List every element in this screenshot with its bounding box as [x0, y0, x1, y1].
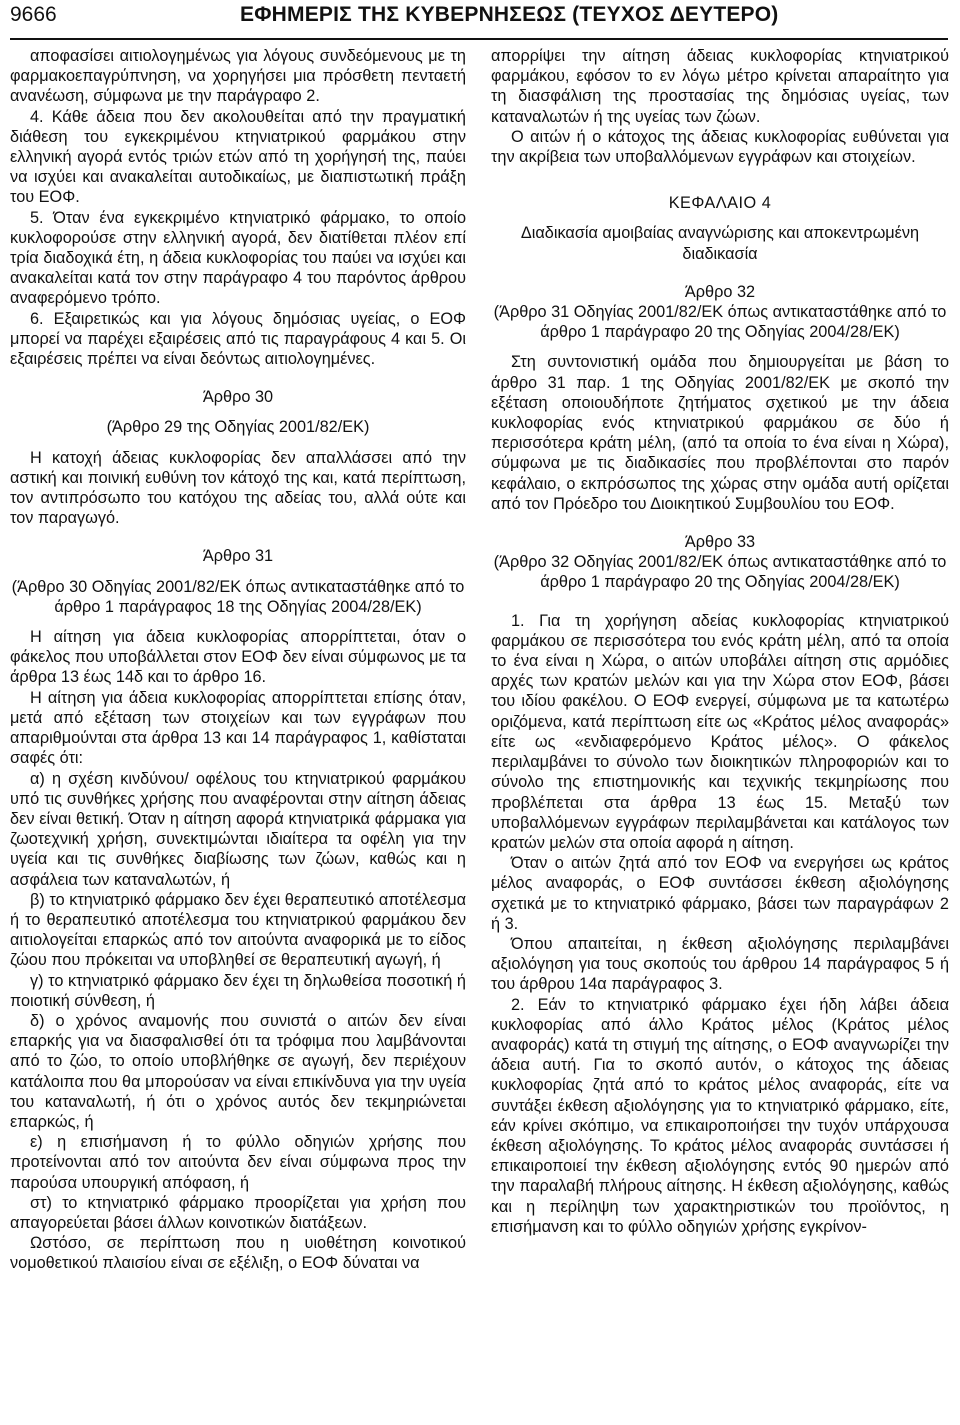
article-31-source: (Άρθρο 30 Οδηγίας 2001/82/ΕΚ όπως αντικαταστάθηκε από το άρθρο 1 παράγραφος 18 της Οδηγίας 2004/28/ΕΚ): [11, 577, 465, 616]
article-33-title: Άρθρο 33: [684, 533, 756, 552]
paragraph-5: 5. Όταν ένα εγκεκριμένο κτηνιατρικό φάρμακο, το οποίο κυκλοφορούσε στην ελληνική αγορά, δεν διατίθεται πλέον επί τρία διαδοχικά έτη, η άδεια κυκλοφορίας του παύει να ισχύει και ανακαλείται κατά τον στην παράγραφο 4 του παρόντος άρθρου αναφερόμενο τρόπο.: [10, 208, 466, 308]
article-31-item-e: ε) η επισήμανση ή το φύλλο οδηγιών χρήσης που προτείνονται από τον αιτούντα δεν είναι σύμφωνα προς την παρούσα υπουργική απόφαση, ή: [10, 1133, 466, 1192]
article-31-text-3: Ωστόσο, σε περίπτωση που η υιοθέτηση κοινοτικού νομοθετικού πλαισίου είναι σε εξέλιξη, ο ΕΟΦ δύναται να: [10, 1234, 466, 1273]
article-31-item-f: στ) το κτηνιατρικό φάρμακο προορίζεται για χρήση που απαγορεύεται βάσει άλλων κοινοτικών διατάξεων.: [10, 1193, 466, 1232]
article-30-title: Άρθρο 30: [202, 388, 274, 407]
article-33-text-3: Όπου απαιτείται, η έκθεση αξιολόγησης περιλαμβάνει αξιολόγηση για τους σκοπούς του άρθρου 14 παράγραφος 5 ή του άρθρου 14α παράγραφος 3.: [491, 934, 949, 994]
right-column: [491, 46, 949, 1237]
article-32-title: Άρθρο 32: [684, 282, 756, 301]
article-33-text-2: Όταν ο αιτών ζητά από τον ΕΟΦ να ενεργήσει ως κράτος μέλος αναφοράς, ο ΕΟΦ συντάσσει έκθεση αξιολόγησης σχετικά με το κτηνιατρικό φάρμακο, βάσει των παραγράφων 2 ή 3.: [491, 854, 949, 933]
article-31-item-c: γ) το κτηνιατρικό φάρμακο δεν έχει τη δηλωθείσα ποσοτική ή ποιοτική σύνθεση, ή: [10, 971, 466, 1010]
article-33-text-4: 2. Εάν το κτηνιατρικό φάρμακο έχει ήδη λάβει άδεια κυκλοφορίας από άλλο Κράτος μέλος (Κράτος μέλος αναφοράς) κατά τη στιγμή της αίτησης, ο ΕΟΦ αναγνωρίζει την άδεια αυτή. Για το σκοπό αυτόν, ο κάτοχος της άδειας κυκλοφορίας ζητά από το κράτος μέλος αναφοράς, είτε να συντάξει έκθεση αξιολόγησης για το κτηνιατρικό φάρμακο, είτε, εάν κρίνει σκόπιμο, να επικαιροποιήσει την τυχόν υπάρχουσα έκθεση αξιολόγησης. Το κράτος μέλος αναφοράς συντάσσει ή επικαιροποιεί την έκθεση αξιολόγησης εντός 90 ημερών από την παραλαβή πλήρους αίτησης. Η έκθεση αξιολόγησης, καθώς και η περίληψη των χαρακτηριστικών του προϊόντος, η επισήμανση και το φύλλο οδηγιών χρήσης εγκρίνον-: [491, 995, 949, 1236]
article-31-text-2: Η αίτηση για άδεια κυκλοφορίας απορρίπτεται επίσης όταν, μετά από εξέταση των στοιχείων και των εγγράφων που απαριθμούνται στα άρθρα 13 και 14 παράγραφος 1, καθίσταται σαφές ότι:: [10, 688, 466, 768]
gazette-title: ΕΦΗΜΕΡΙΣ ΤΗΣ ΚΥΒΕΡΝΗΣΕΩΣ (ΤΕΥΧΟΣ ΔΕΥΤΕΡΟ): [240, 3, 779, 26]
article-31-text-1: Η αίτηση για άδεια κυκλοφορίας απορρίπτεται, όταν ο φάκελος που υποβάλλεται στον ΕΟΦ δεν είναι σύμφωνος με τα άρθρα 13 έως 14δ και το άρθρο 16.: [10, 628, 466, 687]
article-31-item-d: δ) ο χρόνος αναμονής που συνιστά ο αιτών δεν είναι επαρκής για να διασφαλισθεί ότι τα τρόφιμα που λαμβάνονται από το ζώο, το οποίο υποβλήθηκε σε αγωγή, δεν περιέχουν κατάλοιπα που θα μπορούσαν να είναι επικίνδυνα για την υγεία του καταναλωτή, ή ότι ο χρόνος αυτός δεν τεκμηριώνεται επαρκώς, ή: [10, 1011, 466, 1131]
article-32-source: (Άρθρο 31 Οδηγίας 2001/82/ΕΚ όπως αντικαταστάθηκε από το άρθρο 1 παράγραφο 20 της Οδηγίας 2004/28/ΕΚ): [493, 303, 947, 342]
chapter-subtitle: Διαδικασία αμοιβαίας αναγνώρισης και αποκεντρωμένη διαδικασία: [520, 224, 920, 263]
paragraph-4: 4. Κάθε άδεια που δεν ακολουθείται από την πραγματική διάθεση του εγκεκριμένου κτηνιατρικού φαρμάκου στην ελληνική αγορά εντός τριών ετών από τη χορήγησή της, παύει να ισχύει και ανακαλείται αυτοδικαίως, με διαπιστωτική πράξη του ΕΟΦ.: [10, 107, 466, 207]
chapter-title: ΚΕΦΑΛΑΙΟ 4: [668, 194, 772, 213]
article-33-text-1: 1. Για τη χορήγηση αδείας κυκλοφορίας κτηνιατρικού φαρμάκου σε περισσότερα του ενός κράτη μέλη, από τα οποία το ένα είναι η Χώρα, ο αιτών υποβάλει αίτηση στις αρμόδιες αρχές των κρατών μελών και για την Χώρα στον ΕΟΦ, βάσει του ιδίου φακέλου. Ο ΕΟΦ ενεργεί, σύμφωνα με τα κατωτέρω οριζόμενα, κατά περίπτωση είτε ως «Κράτος μέλος αναφοράς» είτε ως «ενδιαφερόμενο Κράτος μέλος». Ο φάκελος περιλαμβάνει το σύνολο των διοικητικών πληροφοριών και το σύνολο της επιστημονικής και τεχνικής τεκμηρίωσης που προβλέπεται στα άρθρα 13 έως 15. Μεταξύ των υποβαλλόμενων εγγράφων περιλαμβάνεται και κατάλογος των κρατών μελών στα οποία αφορά η αίτηση.: [491, 611, 949, 852]
article-32-text: Στη συντονιστική ομάδα που δημιουργείται με βάση το άρθρο 31 παρ. 1 της Οδηγίας 2001/82/ΕΚ με σκοπό την εξέταση οποιουδήποτε ζητήματος σχετικού με την άδεια κυκλοφορίας ενός κτηνιατρικού φαρμάκου σε δύο ή περισσότερα κράτη μέλη, (από τα οποία το ένα είναι η Χώρα), σύμφωνα με τις διαδικασίες που προβλέπονται στο παρόν κεφάλαιο, ο εκπρόσωπος της χώρας στην ομάδα αυτή ορίζεται από τον Πρόεδρο του Διοικητικού Συμβουλίου του ΕΟΦ.: [491, 353, 949, 513]
paragraph-continued: απορρίψει την αίτηση άδειας κυκλοφορίας κτηνιατρικού φαρμάκου, εφόσον το εν λόγω μέτρο κρίνεται απαραίτητο για τη διασφάλιση της προστασίας της δημόσιας υγείας, των καταναλωτών ή της υγείας των ζώων.: [491, 47, 949, 126]
page-number: 9666: [10, 3, 57, 26]
article-30-source: (Άρθρο 29 της Οδηγίας 2001/82/ΕΚ): [106, 418, 370, 437]
article-33-source: (Άρθρο 32 Οδηγίας 2001/82/ΕΚ όπως αντικαταστάθηκε από το άρθρο 1 παράγραφο 20 της Οδηγίας 2004/28/ΕΚ): [493, 553, 947, 592]
left-column: [10, 46, 466, 1274]
page-header: [10, 0, 948, 40]
article-31-item-a: α) η σχέση κινδύνου/ οφέλους του κτηνιατρικού φαρμάκου υπό τις συνθήκες χρήσης που αναφέρονται στην αίτηση άδειας δεν είναι θετική. Όταν η αίτηση αφορά κτηνιατρικά φάρμακα για ζωοτεχνική χρήση, συνεκτιμώνται ιδιαίτερα τα οφέλη για την υγεία και τις συνθήκες διαβίωσης των ζώων, καθώς και η ασφάλεια των καταναλωτών, ή: [10, 769, 466, 889]
paragraph: Ο αιτών ή ο κάτοχος της άδειας κυκλοφορίας ευθύνεται για την ακρίβεια των υποβαλλόμενων εγγράφων και στοιχείων.: [491, 127, 949, 167]
paragraph: αποφασίσει αιτιολογημένως για λόγους συνδεόμενους με τη φαρμακοεπαγρύπνηση, να χορηγήσει μια πρόσθετη πενταετή ανανέωση, σύμφωνα με την παράγραφο 2.: [10, 47, 466, 106]
article-31-item-b: β) το κτηνιατρικό φάρμακο δεν έχει θεραπευτικό αποτέλεσμα ή το θεραπευτικό αποτέλεσμα του κτηνιατρικού φαρμάκου δεν αιτιολογείται επαρκώς από τον αιτούντα αναφορικά με το είδος ζώου που πρόκειται να υποβληθεί σε θεραπευτική αγωγή, ή: [10, 890, 466, 970]
article-30-text: Η κατοχή άδειας κυκλοφορίας δεν απαλλάσσει από την αστική και ποινική ευθύνη τον κάτοχό της και, κατά περίπτωση, τον αντιπρόσωπο του κατόχου της αδείας του, αλλά ούτε και τον παραγωγό.: [10, 448, 466, 528]
paragraph-6: 6. Εξαιρετικώς και για λόγους δημόσιας υγείας, ο ΕΟΦ μπορεί να παρέχει εξαιρέσεις από τις παραγράφους 4 και 5. Οι εξαιρέσεις πρέπει να είναι δεόντως αιτιολογημένες.: [10, 309, 466, 369]
article-31-title: Άρθρο 31: [202, 547, 274, 566]
